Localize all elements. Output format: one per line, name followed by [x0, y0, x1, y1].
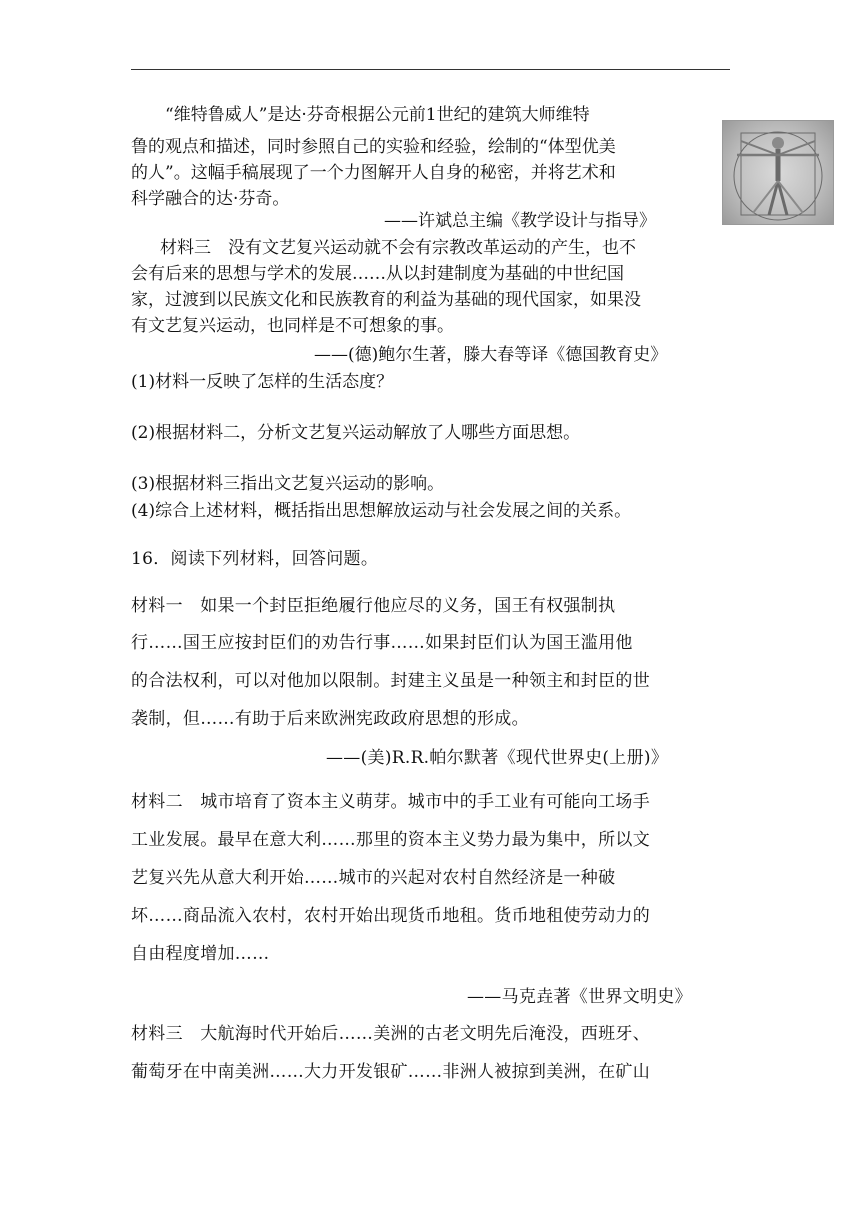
material3-line-4: 有文艺复兴运动，也同样是不可想象的事。	[131, 316, 454, 336]
q16-material2-line-4: 坏……商品流入农村，农村开始出现货币地租。货币地租使劳动力的	[131, 906, 650, 926]
para1-line-4: 科学融合的达·芬奇。	[131, 189, 290, 209]
para1-line-2: 鲁的观点和描述，同时参照自己的实验和经验，绘制的“体型优美	[131, 137, 616, 157]
question-2: (2)根据材料二，分析文艺复兴运动解放了人哪些方面思想。	[131, 423, 581, 443]
question-1: (1)材料一反映了怎样的生活态度？	[131, 372, 394, 392]
header-rule	[131, 69, 730, 70]
q16-material2-line-3: 艺复兴先从意大利开始……城市的兴起对农村自然经济是一种破	[131, 868, 616, 888]
q16-material2-line-1: 材料二 城市培育了资本主义萌芽。城市中的手工业有可能向工场手	[131, 792, 650, 812]
q16-material1-line-1: 材料一 如果一个封臣拒绝履行他应尽的义务，国王有权强制执	[131, 596, 616, 616]
para1-line-3: 的人”。这幅手稿展现了一个力图解开人自身的秘密，并将艺术和	[131, 163, 616, 183]
q16-material2-line-5: 自由程度增加……	[131, 944, 270, 964]
material3-line-2: 会有后来的思想与学术的发展……从以封建制度为基础的中世纪国	[131, 264, 624, 284]
vitruvian-man-image	[722, 120, 834, 225]
q16-source-1: ——(美)R.R.帕尔默著《现代世界史(上册)》	[326, 748, 669, 768]
q16-source-2: ——马克垚著《世界文明史》	[467, 987, 692, 1007]
q16-material2-line-2: 工业发展。最早在意大利……那里的资本主义势力最为集中，所以文	[131, 830, 650, 850]
source-line-1: ——许斌总主编《教学设计与指导》	[384, 211, 656, 231]
question-4: (4)综合上述材料，概括指出思想解放运动与社会发展之间的关系。	[131, 501, 632, 521]
q16-material3-line-2: 葡萄牙在中南美洲……大力开发银矿……非洲人被掠到美洲，在矿山	[131, 1062, 650, 1082]
q16-heading: 16．阅读下列材料，回答问题。	[131, 549, 379, 569]
material3-line-1: 材料三 没有文艺复兴运动就不会有宗教改革运动的产生，也不	[160, 238, 636, 258]
material3-line-3: 家，过渡到以民族文化和民族教育的利益为基础的现代国家，如果没	[131, 290, 641, 310]
q16-material1-line-3: 的合法权利，可以对他加以限制。封建主义虽是一种领主和封臣的世	[131, 671, 650, 691]
q16-material1-line-4: 袭制，但……有助于后来欧洲宪政政府思想的形成。	[131, 709, 529, 729]
source-line-3: ——(德)鲍尔生著，滕大春等译《德国教育史》	[314, 345, 668, 365]
para1-line-1: “维特鲁威人”是达·芬奇根据公元前1世纪的建筑大师维特	[165, 105, 590, 125]
q16-material1-line-2: 行……国王应按封臣们的劝告行事……如果封臣们认为国王滥用他	[131, 633, 633, 653]
q16-material3-line-1: 材料三 大航海时代开始后……美洲的古老文明先后淹没，西班牙、	[131, 1024, 650, 1044]
question-3: (3)根据材料三指出文艺复兴运动的影响。	[131, 474, 445, 494]
